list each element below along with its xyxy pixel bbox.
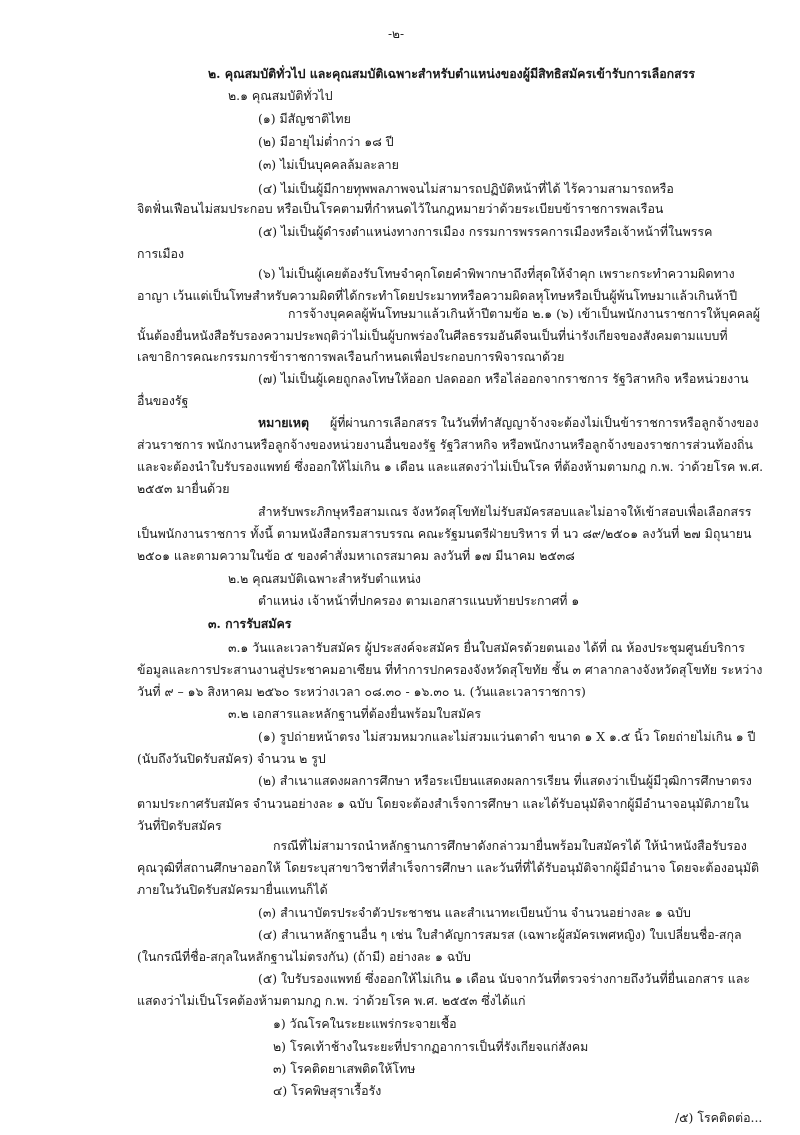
section-2-1-heading: ๒.๑ คุณสมบัติทั่วไป [228, 88, 333, 103]
text-line: (๓) สำเนาบัตรประจำตัวประชาชน และสำเนาทะเบียนบ้าน จำนวนอย่างละ ๑ ฉบับ [258, 905, 691, 920]
list-item: ๓) โรคติดยาเสพติดให้โทษ [273, 1061, 416, 1076]
text-line: เป็นพนักงานราชการ ทั้งนี้ ตามหนังสือกรมสารบรรณ คณะรัฐมนตรีฝ่ายบริหาร ที่ นว ๘๙/๒๕๐๑ ลงวันที่ ๒๗ มิถุนายน [137, 526, 752, 541]
section-2-heading: ๒. คุณสมบัติทั่วไป และคุณสมบัติเฉพาะสำหรับตำแหน่งของผู้มีสิทธิสมัครเข้ารับการเลือกสรร [208, 66, 696, 81]
text-line: ๒๕๐๑ และตามความในข้อ ๕ ของคำสั่งมหาเถรสมาคม ลงวันที่ ๑๗ มีนาคม ๒๕๓๘ [137, 548, 575, 563]
text-line: แสดงว่าไม่เป็นโรคต้องห้ามตามกฎ ก.พ. ว่าด้วยโรค พ.ศ. ๒๕๕๓ ซึ่งได้แก่ [137, 993, 526, 1008]
text-line: (๕) ไม่เป็นผู้ดำรงตำแหน่งทางการเมือง กรรมการพรรคการเมืองหรือเจ้าหน้าที่ในพรรค [258, 224, 713, 239]
note-label: หมายเหตุ [258, 415, 310, 430]
text-line: ผู้ที่ผ่านการเลือกสรร ในวันที่ทำสัญญาจ้างจะต้องไม่เป็นข้าราชการหรือลูกจ้างของ [330, 415, 759, 430]
text-line: (นับถึงวันปิดรับสมัคร) จำนวน ๒ รูป [137, 751, 326, 766]
text-line: สำหรับพระภิกษุหรือสามเณร จังหวัดสุโขทัยไม่รับสมัครสอบและไม่อาจให้เข้าสอบเพื่อเลือกสรร [258, 504, 752, 519]
text-line: การเมือง [137, 246, 185, 261]
text-line: (๒) มีอายุไม่ต่ำกว่า ๑๘ ปี [258, 134, 394, 149]
text-line: วันที่ ๙ – ๑๖ สิงหาคม ๒๕๖๐ ระหว่างเวลา ๐๘.๓๐ - ๑๖.๓๐ น. (วันและเวลาราชการ) [137, 684, 586, 699]
text-line: ตามประกาศรับสมัคร จำนวนอย่างละ ๑ ฉบับ โดยจะต้องสำเร็จการศึกษา และได้รับอนุมัติจากผู้มีอำนาจอนุมัติภายใน [137, 796, 749, 811]
list-item: ๒) โรคเท้าช้างในระยะที่ปรากฏอาการเป็นที่รังเกียจแก่สังคม [273, 1039, 589, 1054]
text-line: ส่วนราชการ พนักงานหรือลูกจ้างของหน่วยงานอื่นของรัฐ รัฐวิสาหกิจ หรือพนักงานหรือลูกจ้างของราชการส่วนท้องถิ่น [137, 437, 753, 452]
text-line: เลขาธิการคณะกรรมการข้าราชการพลเรือนกำหนดเพื่อประกอบการพิจารณาด้วย [137, 349, 565, 364]
text-line: คุณวุฒิที่สถานศึกษาออกให้ โดยระบุสาขาวิชาที่สำเร็จการศึกษา และวันที่ที่ได้รับอนุมัติจากผู้มีอำนาจ โดยจะต้องอนุมัติ [137, 860, 760, 875]
text-line: วันที่ปิดรับสมัคร [137, 818, 222, 833]
list-item: ๑) วัณโรคในระยะแพร่กระจายเชื้อ [273, 1016, 457, 1031]
section-2-2-heading: ๒.๒ คุณสมบัติเฉพาะสำหรับตำแหน่ง [228, 571, 421, 586]
text-line: (๒) สำเนาแสดงผลการศึกษา หรือระเบียนแสดงผลการเรียน ที่แสดงว่าเป็นผู้มีวุฒิการศึกษาตรง [258, 773, 752, 788]
page-number: -๒- [388, 27, 405, 41]
text-line: จิตฟั่นเฟือนไม่สมประกอบ หรือเป็นโรคตามที่กำหนดไว้ในกฎหมายว่าด้วยระเบียบข้าราชการพลเรือน [137, 201, 664, 216]
text-line: ตำแหน่ง เจ้าหน้าที่ปกครอง ตามเอกสารแนบท้ายประกาศที่ ๑ [258, 593, 580, 608]
text-line: (๔) ไม่เป็นผู้มีกายทุพพลภาพจนไม่สามารถปฏิบัติหน้าที่ได้ ไร้ความสามารถหรือ [258, 181, 674, 196]
section-3-2-heading: ๓.๒ เอกสารและหลักฐานที่ต้องยื่นพร้อมใบสมัคร [228, 706, 482, 721]
footer-continuation: /๕) โรคติดต่อ... [675, 1110, 763, 1125]
text-line: ภายในวันปิดรับสมัครมายื่นแทนก็ได้ [137, 882, 328, 897]
text-line: (ในกรณีที่ชื่อ-สกุลในหลักฐานไม่ตรงกัน) (ถ้ามี) อย่างละ ๑ ฉบับ [137, 949, 471, 964]
text-line: (๑) มีสัญชาติไทย [258, 111, 351, 126]
text-line: นั้นต้องยื่นหนังสือรับรองความประพฤติว่าไม่เป็นผู้บกพร่องในศีลธรรมอันดีจนเป็นที่น่ารังเกียจของสังคมตามแบบที่ [137, 328, 728, 343]
section-3-heading: ๓. การรับสมัคร [208, 616, 292, 631]
text-line: (๓) ไม่เป็นบุคคลล้มละลาย [258, 157, 399, 172]
text-line: (๖) ไม่เป็นผู้เคยต้องรับโทษจำคุกโดยคำพิพากษาถึงที่สุดให้จำคุก เพราะกระทำความผิดทาง [258, 266, 735, 281]
text-line: และจะต้องนำใบรับรองแพทย์ ซึ่งออกให้ไม่เกิน ๑ เดือน และแสดงว่าไม่เป็นโรค ที่ต้องห้ามตามกฎ ก.พ. ว่าด้วยโรค พ.ศ. [137, 459, 764, 474]
text-line: (๗) ไม่เป็นผู้เคยถูกลงโทษให้ออก ปลดออก หรือไล่ออกจากราชการ รัฐวิสาหกิจ หรือหน่วยงาน [258, 371, 749, 386]
text-line: การจ้างบุคคลผู้พ้นโทษมาแล้วเกินห้าปีตามข้อ ๒.๑ (๖) เข้าเป็นพนักงานราชการให้บุคคลผู้ [288, 306, 761, 321]
text-line: ๒๕๕๓ มายื่นด้วย [137, 481, 230, 496]
text-line: (๕) ใบรับรองแพทย์ ซึ่งออกให้ไม่เกิน ๑ เดือน นับจากวันที่ตรวจร่างกายถึงวันที่ยื่นเอกสาร และ [258, 971, 750, 986]
text-line: (๑) รูปถ่ายหน้าตรง ไม่สวมหมวกและไม่สวมแว่นตาดำ ขนาด ๑ X ๑.๕ นิ้ว โดยถ่ายไม่เกิน ๑ ปี [258, 729, 756, 744]
text-line: ข้อมูลและการประสานงานสู่ประชาคมอาเซียน ที่ทำการปกครองจังหวัดสุโขทัย ชั้น ๓ ศาลากลางจังหวัดสุโขทัย ระหว่าง [137, 662, 763, 677]
text-line: อาญา เว้นแต่เป็นโทษสำหรับความผิดที่ได้กระทำโดยประมาทหรือความผิดลหุโทษหรือเป็นผู้พ้นโทษมาแล้วเกินห้าปี [137, 288, 738, 303]
text-line: ๓.๑ วันและเวลารับสมัคร ผู้ประสงค์จะสมัคร ยื่นใบสมัครด้วยตนเอง ได้ที่ ณ ห้องประชุมศูนย์บริการ [228, 640, 745, 655]
text-line: กรณีที่ไม่สามารถนำหลักฐานการศึกษาดังกล่าวมายื่นพร้อมใบสมัครได้ ให้นำหนังสือรับรอง [273, 838, 747, 853]
list-item: ๔) โรคพิษสุราเรื้อรัง [273, 1083, 382, 1098]
text-line: (๔) สำเนาหลักฐานอื่น ๆ เช่น ใบสำคัญการสมรส (เฉพาะผู้สมัครเพศหญิง) ใบเปลี่ยนชื่อ-สกุล [258, 927, 742, 942]
text-line: อื่นของรัฐ [137, 393, 189, 408]
